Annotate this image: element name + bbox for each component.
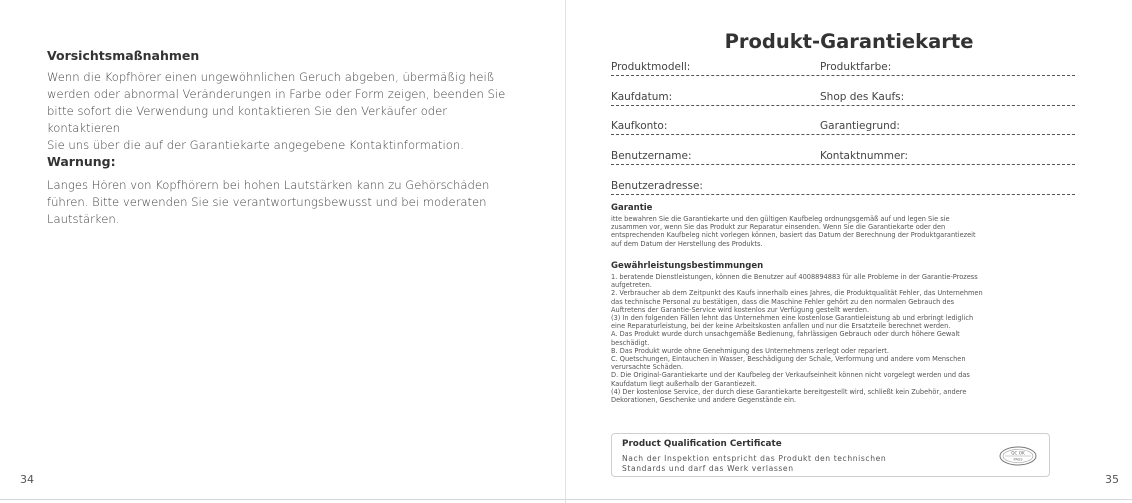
purchase-account-label: Kaufkonto: [611, 120, 668, 132]
garantie-line: entsprechenden Kaufbeleg nicht vorlegen können, basiert das Datum der Berechnung der Produktgarantiezeit [611, 231, 976, 240]
field-row-product [611, 61, 1075, 79]
warranty-reason-label: Garantiegrund: [820, 120, 900, 132]
field-line [611, 75, 1075, 76]
field-line [611, 134, 1075, 135]
garantie-line: itte bewahren Sie die Garantiekarte und den gültigen Kaufbeleg ordnungsgemäß auf und legen Sie sie [611, 215, 950, 223]
terms-line: Dekorationen, Geschenke und andere Gegenstände ein. [611, 396, 797, 405]
warning-text [47, 177, 517, 228]
warning-line: führen. Bitte verwenden Sie sie verantwortungsbewusst und bei moderaten [47, 195, 487, 209]
terms-line: B. Das Produkt wurde ohne Genehmigung des Unternehmens zerlegt oder repariert. [611, 346, 889, 355]
warranty-terms-text [611, 273, 1073, 404]
terms-line: Kaufdatum liegt außerhalb der Garantiezeit. [611, 379, 757, 388]
garantie-text [611, 215, 1073, 248]
qualification-certificate [611, 433, 1050, 477]
purchase-date-label: Kaufdatum: [611, 91, 673, 103]
page-spine [565, 0, 566, 503]
field-row-user [611, 150, 1075, 168]
field-line [611, 105, 1075, 106]
certificate-line: Nach der Inspektion entspricht das Produkt den technischen [622, 454, 887, 463]
terms-line: verursachte Schäden. [611, 363, 684, 372]
terms-line: A. Das Produkt wurde durch unsachgemäße Bedienung, fahrlässigen Gebrauch oder durch höhere Gewalt [611, 330, 960, 339]
terms-line: (3) In den folgenden Fällen lehnt das Unternehmen eine kostenlose Garantieleistung ab und erbringt lediglich [611, 314, 974, 323]
field-row-purchase [611, 91, 1075, 109]
terms-line: das technische Personal zu bestätigen, dass die Maschine Fehler gehört zu den normalen Gebrauch des [611, 297, 955, 306]
precautions-line: Sie uns über die auf der Garantiekarte angegebene Kontaktinformation. [47, 138, 464, 152]
garantie-line: zusammen vor, wenn Sie das Produkt zur Reparatur einsenden. Wenn Sie die Garantiekarte oder den [611, 223, 946, 232]
seal-text-top: QC OK [1011, 450, 1025, 456]
terms-line: 2. Verbraucher ab dem Zeitpunkt des Kaufs innerhalb eines Jahres, die Produktqualität Fehler, das Unternehmen [611, 289, 983, 298]
warning-heading: Warnung: [47, 154, 116, 169]
terms-line: C. Quetschungen, Eintauchen in Wasser, Beschädigung der Schale, Verformung und andere vom Menschen [611, 355, 966, 364]
qc-seal-icon [999, 446, 1037, 466]
terms-line: D. Die Original-Garantiekarte und der Kaufbeleg der Verkaufseinheit können nicht vorgelegt werden und das [611, 371, 970, 380]
purchase-shop-label: Shop des Kaufs: [820, 91, 905, 103]
username-label: Benutzername: [611, 150, 692, 162]
page-number-left: 34 [20, 473, 34, 486]
field-row-address [611, 180, 1075, 198]
certificate-line: Standards und darf das Werk verlassen [622, 464, 794, 473]
page-number-right: 35 [1105, 473, 1119, 486]
terms-line: (4) Der kostenlose Service, der durch diese Garantiekarte bereitgestellt wird, schließt kein Zubehör, andere [611, 387, 967, 396]
warning-line: Lautstärken. [47, 212, 120, 226]
field-line [611, 194, 1075, 195]
warning-line: Langes Hören von Kopfhörern bei hohen Lautstärken kann zu Gehörschäden [47, 178, 490, 192]
certificate-title: Product Qualification Certificate [622, 439, 782, 449]
seal-text-bottom: PASS [1013, 457, 1023, 462]
product-color-label: Produktfarbe: [820, 61, 892, 73]
warranty-terms-heading: Gewährleistungsbestimmungen [611, 261, 764, 271]
terms-line: eine Reparaturleistung, bei der keine Arbeitskosten anfallen und nur die Ersatzteile berechnet werden. [611, 322, 951, 331]
garantie-line: auf dem Datum der Herstellung des Produkts. [611, 239, 763, 248]
precautions-line: Wenn die Kopfhörer einen ungewöhnlichen Geruch abgeben, übermäßig heiß [47, 70, 495, 84]
bottom-edge [0, 499, 1132, 500]
terms-line: Auftretens der Garantie-Service wird kostenlos zur Verfügung gestellt werden. [611, 305, 870, 314]
garantie-heading: Garantie [611, 203, 653, 213]
user-address-label: Benutzeradresse: [611, 180, 703, 192]
warranty-card-title: Produkt-Garantiekarte [724, 30, 974, 53]
product-model-label: Produktmodell: [611, 61, 691, 73]
field-row-account [611, 120, 1075, 138]
terms-line: beschädigt. [611, 338, 650, 347]
precautions-heading: Vorsichtsmaßnahmen [47, 48, 200, 63]
precautions-line: bitte sofort die Verwendung und kontaktieren Sie den Verkäufer oder kontaktieren [47, 104, 448, 135]
terms-line: aufgetreten. [611, 281, 652, 290]
field-line [611, 164, 1075, 165]
precautions-line: werden oder abnormal Veränderungen in Farbe oder Form zeigen, beenden Sie [47, 87, 506, 101]
terms-line: 1. beratende Dienstleistungen, können die Benutzer auf 4008894883 für alle Probleme in der Garantie-Prozess [611, 273, 978, 281]
precautions-text [47, 69, 517, 154]
contact-number-label: Kontaktnummer: [820, 150, 909, 162]
